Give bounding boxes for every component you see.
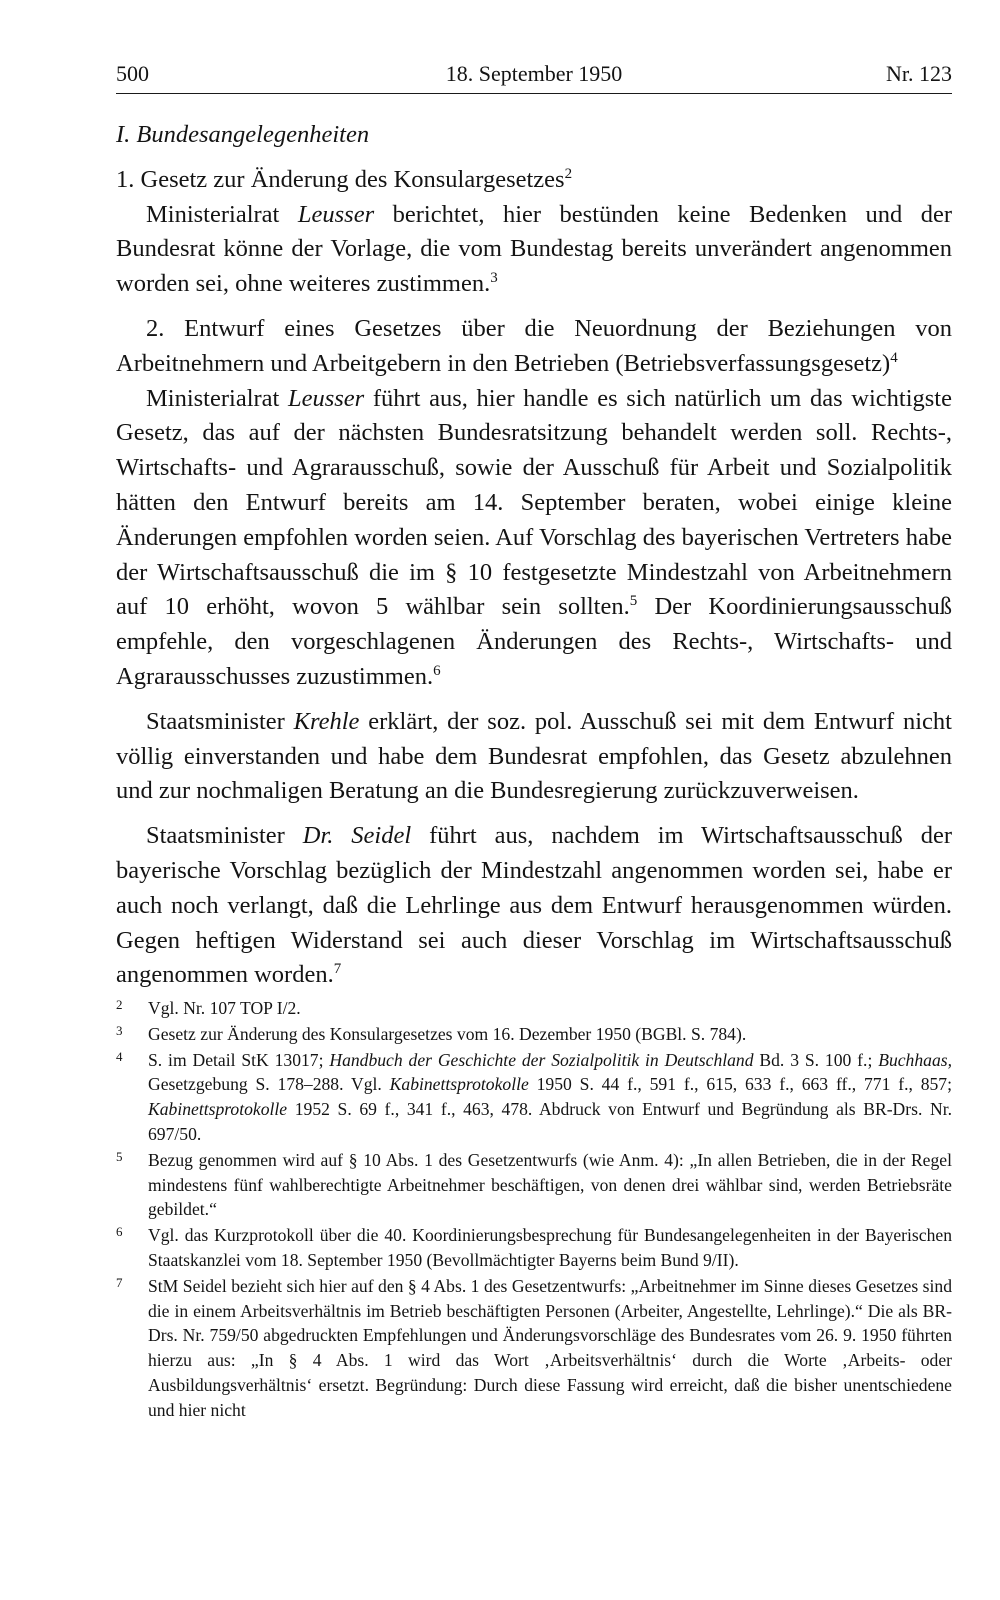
footnote-2: 2 Vgl. Nr. 107 TOP I/2.	[116, 996, 952, 1021]
footnote-number: 7	[116, 1274, 123, 1290]
item-2-paragraph-3: Staatsminister Dr. Seidel führt aus, nachdem im Wirtschaftsausschuß der bayerische Vorschlag bezüglich der Mindestzahl angenommen worden sei, habe er auch noch verlangt, daß die Lehrlinge aus dem Entwurf herausgenommen würden. Gegen heftigen Widerstand sei auch dieser Vorschlag im Wirtschaftsausschuß angenommen worden.$^7$	[116, 822, 952, 989]
footnote-number: 3	[116, 1022, 123, 1038]
speaker-name: Leusser	[297, 200, 375, 228]
section-heading: I. Bundesangelegenheiten	[116, 121, 370, 148]
footnote-ref-4[interactable]: 4	[890, 349, 898, 366]
footnote-6: 6 Vgl. das Kurzprotokoll über die 40. Koordinierungsbesprechung für Bundesangelegenheiten in der Bayerischen Staatskanzlei vom 18. September 1950 (Bevollmächtigter Bayerns beim Bund 9/II).	[116, 1223, 952, 1273]
footnote-number: 2	[116, 997, 123, 1012]
footnote-ref-6[interactable]: 6	[433, 662, 441, 679]
footnote-ref-3[interactable]: 3	[490, 270, 498, 287]
footnote-7: 7 StM Seidel bezieht sich hier auf den § 4 Abs. 1 des Gesetzentwurfs: „Arbeitnehmer im Sinne dieses Gesetzes sind die in einem Arbeitsverhältnis im Betrieb beschäftigten Personen (Arbeiter, Angestellte, Lehrlinge).“ Die als BR-Drs. Nr. 759/50 abgedruckten Empfehlungen und Änderungsvorschläge des Bundesrates vom 26. 9. 1950 führten hierzu aus: „In § 4 Abs. 1 wird das Wort ‚Arbeitsverhältnis‘ durch die Worte ‚Arbeits- oder Ausbildungsverhältnis‘ ersetzt. Begründung: Durch diese Fassung wird erreicht, daß die bisher unentschiedene und hier nicht	[116, 1274, 952, 1423]
footnote-number: 5	[116, 1148, 123, 1164]
item-1-paragraph: Ministerialrat Leusser berichtet, hier bestünden keine Bedenken und der Bundesrat könne der Vorlage, die vom Bundestag bereits unverändert angenommen worden sei, ohne weiteres zustimmen.$^3$	[116, 200, 953, 298]
header-date: 18. September 1950	[445, 61, 623, 86]
page-number: 500	[116, 61, 149, 86]
item-2-title: 2. Entwurf eines Gesetzes über die Neuordnung der Beziehungen von Arbeitnehmern und Arbeitgebern in den Betrieben (Betriebsverfassungsgesetz)$^4$	[116, 314, 952, 377]
item-2-paragraph-1: Ministerialrat Leusser führt aus, hier handle es sich natürlich um das wichtigste Gesetz, das auf der nächsten Bundesratsitzung behandelt werden soll. Rechts-, Wirtschafts- und Agrarausschuß, sowie der Ausschuß für Arbeit und Sozialpolitik hätten den Entwurf bereits am 14. September beraten, wobei einige kleine Änderungen empfohlen worden seien. Auf Vorschlag des bayerischen Vertreters habe der Wirtschaftsausschuß die im § 10 festgesetzte Mindestzahl von Arbeitnehmern auf 10 erhöht, wovon 5 wählbar sein sollten.$^5$ Der Koordinierungsausschuß empfehle, den vorgeschlagenen Änderungen des Rechts-, Wirtschafts- und Agrarausschusses zuzustimmen.$^6$	[116, 384, 952, 690]
footnote-number: 4	[116, 1048, 123, 1064]
footnote-4: 4 S. im Detail StK 13017; Handbuch der Geschichte der Sozialpolitik in Deutschland Bd. 3 S. 100 f.; Buchhaas, Gesetzgebung S. 178–288. Vgl. Kabinettsprotokolle 1950 S. 44 f., 591 f., 615, 633 f., 663 ff., 771 f., 857; Kabinettsprotokolle 1952 S. 69 f., 341 f., 463, 478. Abdruck von Entwurf und Begründung als BR-Drs. Nr. 697/50.	[116, 1048, 952, 1147]
footnote-ref-2[interactable]: 2	[564, 165, 573, 182]
running-header	[116, 56, 952, 92]
item-2-paragraph-2: Staatsminister Krehle erklärt, der soz. pol. Ausschuß sei mit dem Entwurf nicht völlig einverstanden und habe dem Bundesrat empfohlen, das Gesetz abzulehnen und zur nochmaligen Beratung an die Bundesregierung zurückzuverweisen.	[116, 707, 952, 805]
footnote-ref-5[interactable]: 5	[629, 593, 638, 610]
footnotes	[116, 996, 952, 1424]
speaker-name: Leusser	[287, 384, 365, 412]
main-text	[116, 118, 952, 993]
footnote-ref-7[interactable]: 7	[333, 961, 342, 978]
footnote-5: 5 Bezug genommen wird auf § 10 Abs. 1 des Gesetzentwurfs (wie Anm. 4): „In allen Betrieben, die in der Regel mindestens fünf wahlberechtigte Arbeitnehmer beschäftigen, von denen drei wählbar sind, werden Betriebsräte gebildet.“	[116, 1148, 952, 1222]
footnote-number: 6	[116, 1224, 123, 1240]
item-1-title: 1. Gesetz zur Änderung des Konsulargesetzes$^2$	[116, 165, 573, 193]
speaker-name: Krehle	[293, 707, 360, 735]
speaker-name: Dr. Seidel	[302, 822, 412, 850]
footnote-3: 3 Gesetz zur Änderung des Konsulargesetzes vom 16. Dezember 1950 (BGBl. S. 784).	[116, 1022, 952, 1047]
document-number: Nr. 123	[886, 61, 952, 86]
header-rule	[116, 93, 952, 94]
